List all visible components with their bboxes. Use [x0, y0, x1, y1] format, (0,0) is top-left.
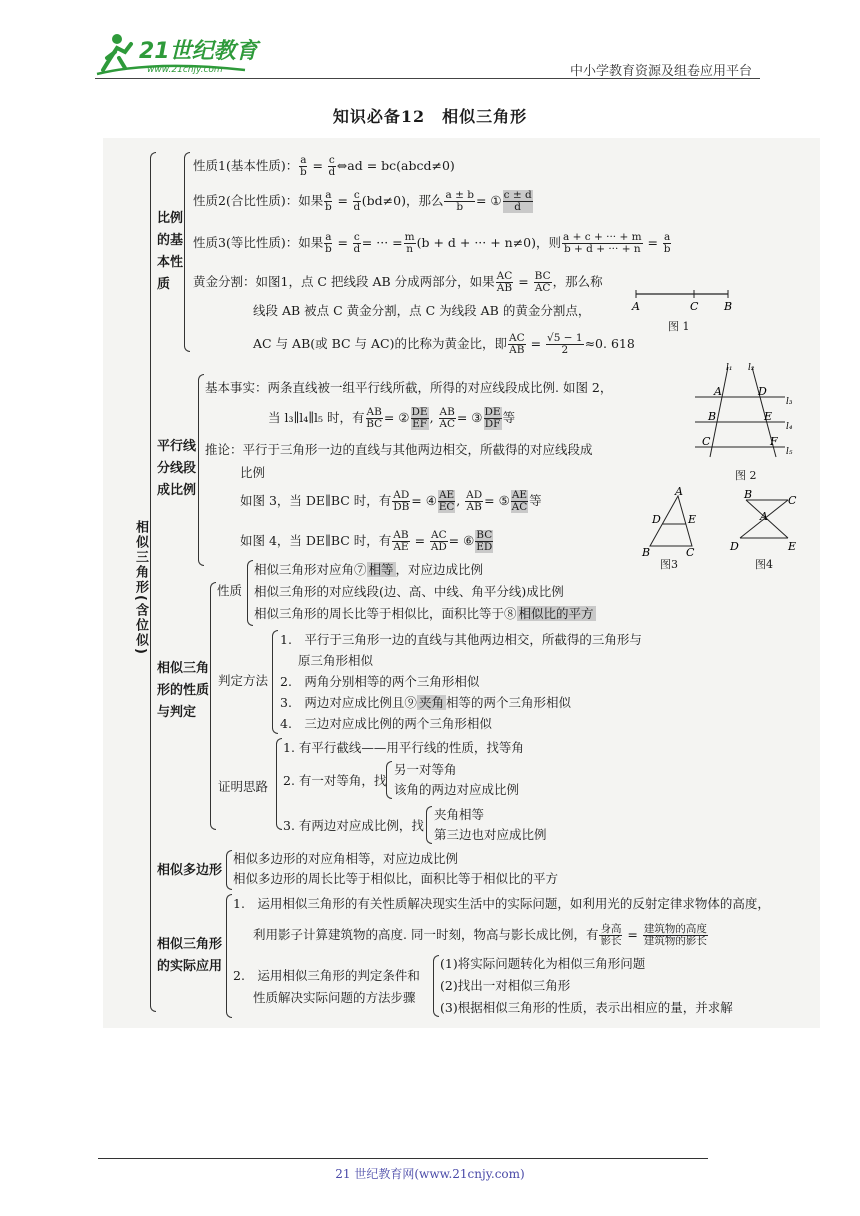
svg-text:l₂: l₂: [748, 363, 755, 373]
application-line4: 性质解决实际问题的方法步骤: [253, 990, 416, 1005]
figure3-caption: 图3: [660, 558, 678, 571]
properties-brace: [247, 560, 253, 626]
page-title: 知识必备12 相似三角形: [332, 107, 528, 126]
figure3-ratio-line: 如图 3，当 DE∥BC 时，有 $\frac{AD}{DB}$ = ④ $\frac{AE}{EC}$ , $\frac{AD}{AB}$ = ⑤ $\frac{AE}{AC}$ 等: [240, 489, 542, 513]
steps-brace: [433, 955, 439, 1017]
svg-text:B: B: [724, 300, 733, 313]
section-polygon-brace: [226, 850, 232, 890]
judgement-label: 判定方法: [218, 673, 269, 688]
judgement-1b: 原三角形相似: [298, 653, 374, 668]
polygon-line1: 相似多边形的对应角相等，对应边成比例: [233, 851, 459, 866]
footer-link[interactable]: 21 世纪教育网(www.21cnjy.com): [335, 1167, 525, 1181]
svg-text:A: A: [675, 486, 683, 498]
svg-text:l₁: l₁: [726, 363, 733, 373]
proof-2-brace: [386, 761, 392, 799]
svg-text:A: A: [714, 385, 722, 398]
properties-label: 性质: [217, 583, 243, 598]
svg-text:C: C: [702, 435, 711, 448]
proof-3b: 第三边也对应成比例: [434, 827, 547, 842]
application-line2: 利用影子计算建筑物的高度. 同一时刻，物高与影长成比例，有 $\frac{\text{身高}}{\text{影长}}$ = $\frac{\text{建筑物的高度}}{\text{建筑物的影长}}$: [253, 923, 707, 947]
step-3: (3)根据相似三角形的性质，表示出相应的量，并求解: [440, 1000, 733, 1015]
basic-fact-ratio-line: 当 l₃∥l₄∥l₅ 时，有 $\frac{AB}{BC}$ = ② $\frac{DE}{EF}$ , $\frac{AB}{AC}$ = ③ $\frac{DE}{DF}$ 等: [268, 406, 516, 430]
proof-3a: 夹角相等: [434, 807, 485, 822]
root-label: 相似三角形(含位似): [133, 520, 148, 656]
application-line3: 2. 运用相似三角形的判定条件和: [233, 968, 420, 983]
corollary-line1: 推论：平行于三角形一边的直线与其他两边相交，所截得的对应线段成: [205, 442, 593, 457]
header-divider: [95, 78, 760, 79]
property-perimeter-area: 相似三角形的周长比等于相似比，面积比等于⑧ 相似比的平方: [254, 606, 594, 621]
site-logo: [95, 30, 265, 78]
svg-text:B: B: [744, 488, 753, 501]
proof-label: 证明思路: [218, 779, 269, 794]
corollary-line2: 比例: [240, 465, 266, 480]
svg-text:D: D: [758, 385, 767, 398]
judgement-2: 2. 两角分别相等的两个三角形相似: [280, 674, 480, 689]
section-application-label: 相似三角形的实际应用: [157, 937, 223, 974]
figure3-triangle: [640, 486, 710, 558]
svg-text:C: C: [788, 494, 797, 507]
site-name: 中小学教育资源及组卷应用平台: [569, 64, 752, 79]
svg-text:E: E: [788, 540, 797, 553]
svg-text:C: C: [690, 300, 699, 313]
figure1-caption: 图 1: [668, 320, 690, 333]
svg-text:D: D: [652, 513, 661, 526]
property1-line: 性质1(基本性质)： $\frac{a}{b}$ = $\frac{c}{d}$ ⇔ad = bc(abcd≠0): [193, 154, 455, 178]
step-2: (2)找出一对相似三角形: [440, 978, 571, 993]
proof-3-brace: [426, 806, 432, 844]
golden-section-line1: 黄金分割：如图1，点 C 把线段 AB 分成两部分，如果 $\frac{AC}{AB}$ = $\frac{BC}{AC}$ ，那么称: [193, 270, 603, 294]
golden-section-line3: AC 与 AB(或 BC 与 AC)的比称为黄金比，即 $\frac{AC}{AB}$ = $\frac{√5 - 1}{2}$ ≈0. 618: [253, 332, 635, 356]
section-parallel-label: 平行线分线段成比例: [157, 439, 197, 498]
proof-brace: [276, 738, 282, 830]
step-1: (1)将实际问题转化为相似三角形问题: [440, 956, 646, 971]
polygon-line2: 相似多边形的周长比等于相似比，面积比等于相似比的平方: [233, 871, 559, 886]
svg-text:B: B: [642, 546, 651, 558]
application-line1: 1. 运用相似三角形的有关性质解决现实生活中的实际问题，如利用光的反射定律求物体的高度，: [233, 896, 770, 911]
proof-2b: 该角的两边对应成比例: [394, 782, 520, 797]
svg-text:l₃: l₃: [786, 397, 793, 407]
figure4-ratio-line: 如图 4，当 DE∥BC 时，有 $\frac{AB}{AE}$ = $\frac{AC}{AD}$ = ⑥ $\frac{BC}{ED}$: [240, 529, 493, 553]
svg-text:A: A: [632, 300, 640, 313]
basic-fact-line: 基本事实：两条直线被一组平行线所截，所得的对应线段成比例. 如图 2，: [205, 380, 613, 395]
section-similar-brace: [210, 582, 216, 830]
svg-text:D: D: [730, 540, 739, 553]
runner-logo-icon: [95, 30, 265, 78]
svg-text:B: B: [708, 410, 717, 423]
svg-text:C: C: [686, 546, 695, 558]
section-parallel-brace: [198, 374, 204, 566]
logo-text: 21世纪教育: [139, 39, 258, 64]
svg-text:F: F: [770, 435, 778, 448]
judgement-4: 4. 三边对应成比例的两个三角形相似: [280, 716, 492, 731]
figure4-caption: 图4: [755, 558, 773, 571]
section-polygon-label: 相似多边形: [157, 863, 223, 878]
svg-text:E: E: [688, 513, 697, 526]
svg-text:l₅: l₅: [786, 447, 793, 457]
footer-divider: [98, 1158, 708, 1159]
root-brace: [150, 152, 156, 1012]
proof-2: 2. 有一对等角，找: [283, 773, 387, 788]
figure2-caption: 图 2: [735, 469, 757, 482]
proof-1: 1. 有平行截线——用平行线的性质，找等角: [283, 740, 524, 755]
judgement-1: 1. 平行于三角形一边的直线与其他两边相交，所截得的三角形与: [280, 632, 642, 647]
property2-line: 性质2(合比性质)：如果 $\frac{a}{b}$ = $\frac{c}{d}$ (bd≠0)，那么 $\frac{a \pm b}{b}$ = ① $\frac{c \pm d}{d}$: [193, 189, 532, 213]
proof-3: 3. 有两边对应成比例，找: [283, 818, 424, 833]
property3-line: 性质3(等比性质)：如果 $\frac{a}{b}$ = $\frac{c}{d}$ = ··· = $\frac{m}{n}$ (b + d + ··· + n≠0)，则 $\frac{a + c + \cdot\cdot\cdot + m}{b + d + \cdot\cdot\cdot + n}$ = $\frac{a}{b}$: [193, 231, 671, 255]
figure2-parallel-lines: [690, 362, 800, 462]
svg-text:l₄: l₄: [786, 422, 793, 432]
section-proportion-label: 比例的基本性质: [157, 211, 184, 292]
page-header: [95, 30, 760, 80]
section-proportion-brace: [184, 152, 190, 352]
property-angles: 相似三角形对应角⑦ 相等 ，对应边成比例: [254, 562, 484, 577]
proof-2a: 另一对等角: [394, 762, 457, 777]
property-segments: 相似三角形的对应线段(边、高、中线、角平分线)成比例: [254, 584, 564, 599]
section-application-brace: [226, 894, 232, 1018]
golden-section-line2: 线段 AB 被点 C 黄金分割，点 C 为线段 AB 的黄金分割点，: [253, 303, 591, 318]
svg-text:A: A: [760, 510, 768, 523]
judgement-3: 3. 两边对应成比例且⑨ 夹角 相等的两个三角形相似: [280, 695, 571, 710]
svg-text:E: E: [764, 410, 773, 423]
judgement-brace: [272, 630, 278, 734]
section-similar-label: 相似三角形的性质与判定: [157, 661, 210, 720]
figure4-triangles: [728, 488, 800, 556]
logo-url-text: www.21cnjy.com: [147, 65, 223, 75]
